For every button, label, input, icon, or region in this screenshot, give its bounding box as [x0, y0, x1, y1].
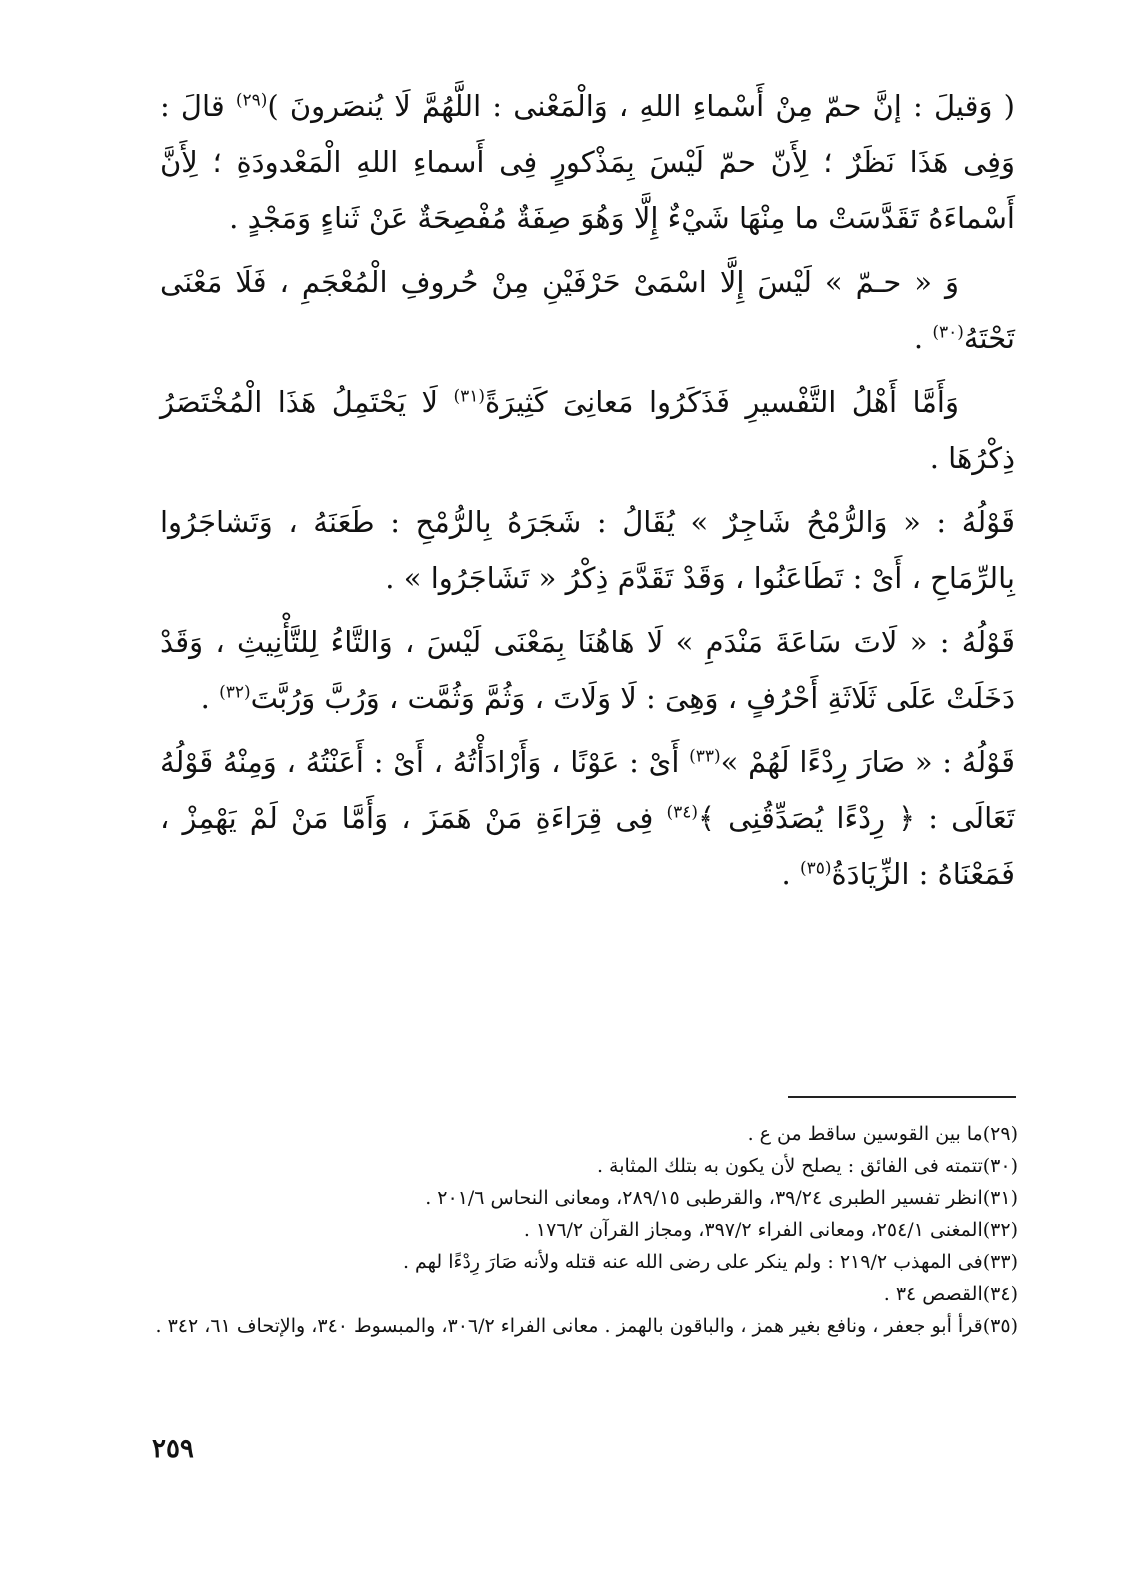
footnote-reference: (٣١) [453, 386, 485, 407]
paragraph-6 [160, 734, 1015, 902]
paragraph-text: قَوْلُهُ : « وَالرُّمْحُ شَاجِرٌ » يُقَالُ : شَجَرَهُ بِالرُّمْحِ : طَعَنَهُ ، وَتَشاجَرُوا بِالرِّمَاحِ ، أَىْ : تَطَاعَنُوا ، وَقَدْ تَقَدَّمَ ذِكْرُ « تَشَاجَرُوا » . [160, 505, 1015, 595]
paragraph-text: وَ « حـمّ » لَيْسَ إِلَّا اسْمَىْ حَرْفَيْنِ مِنْ حُروفِ الْمُعْجَمِ ، فَلَا مَعْنَى تَحْتَهُ [160, 265, 1015, 355]
paragraph-text: قَوْلُهُ : « لَاتَ سَاعَةَ مَنْدَمِ » لَا هَاهُنَا بِمَعْنَى لَيْسَ ، وَالتَّاءُ لِلتَّأْنِيثِ ، وَقَدْ دَخَلَتْ عَلَى ثَلَاثَةِ أَحْرُفٍ ، وَهِىَ : لَا وَلَاتَ ، وَثُمَّ وَثُمَّت ، وَرُبَّ وَرُبَّتَ [160, 625, 1015, 715]
paragraph-text: . [781, 857, 800, 891]
footnote-reference: (٣٢) [219, 682, 251, 703]
paragraph-text: . [913, 321, 933, 355]
footnote-32: (٣٢)المغنى ٢٥٤/١، ومعانى الفراء ٣٩٧/٢، ومجاز القرآن ١٧٦/٢ . [523, 1219, 1018, 1241]
page-number: ٢٥٩ [152, 1434, 194, 1464]
footnote-35: (٣٥)قرأ أبو جعفر ، ونافع بغير همز ، والباقون بالهمز . معانى الفراء ٣٠٦/٢، والمبسوط ٣٤٠، والإتحاف ٦١، ٣٤٢ . [155, 1315, 1018, 1337]
footnotes-section [150, 1118, 1018, 1342]
paragraph-4 [160, 494, 1015, 606]
paragraph-text: قالَ : وَفِى هَذَا نَظَرٌ ؛ لِأَنّ حمّ لَيْسَ بِمَذْكورٍ فِى أَسماءِ اللهِ الْمَعْدودَةِ ؛ لِأَنَّ أَسْماءَهُ تَقَدَّسَتْ ما مِنْهَا شَيْءٌ إِلَّا وَهُوَ صِفَةٌ مُفْصِحَةٌ عَنْ ثَناءٍ وَمَجْدٍ . [160, 89, 1015, 235]
footnote-34: (٣٤)القصص ٣٤ . [883, 1283, 1018, 1305]
paragraph-text: فِى قِرَاءَةِ مَنْ هَمَزَ ، وَأَمَّا مَنْ لَمْ يَهْمِزْ ، فَمَعْنَاهُ : الزِّيَادَةُ [160, 801, 1015, 891]
paragraph-text: لَا يَحْتَمِلُ هَذَا الْمُخْتَصَرُ ذِكْرُهَا . [160, 385, 1015, 475]
paragraph-5 [160, 614, 1015, 726]
footnote-divider [788, 1096, 1016, 1098]
paragraph-text: أَىْ : عَوْنًا ، وَأَرْادَأْتُهُ ، أَىْ : أَعَنْتُهُ ، وَمِنْهُ قَوْلُهُ تَعَالَى : ﴿ رِدْءًا يُصَدِّقُنِى ﴾ [160, 745, 1015, 835]
main-text-body [160, 78, 1015, 910]
paragraph-1 [160, 78, 1015, 246]
footnote-reference: (٢٩) [235, 90, 268, 111]
footnote-33: (٣٣)فى المهذب ٢١٩/٢ : ولم ينكر على رضى الله عنه قتله ولأنه صَارَ رِدْءًا لهم . [402, 1251, 1018, 1273]
footnote-reference: (٣٤) [666, 802, 699, 823]
paragraph-text: وَأَمَّا أَهْلُ التَّفْسيرِ فَذَكَرُوا مَعانِىَ كَثِيرَةً [485, 385, 959, 419]
footnote-31: (٣١)انظر تفسير الطبرى ٣٩/٢٤، والقرطبى ٢٨٩/١٥، ومعانى النحاس ٢٠١/٦ . [425, 1187, 1018, 1209]
footnote-30: (٣٠)تتمته فى الفائق : يصلح لأن يكون به بتلك المثابة . [596, 1155, 1018, 1177]
paragraph-text: قَوْلُهُ : « صَارَ رِدْءًا لَهُمْ » [720, 745, 1015, 779]
paragraph-text: ( وَقيلَ : إنَّ حمّ مِنْ أَسْماءِ اللهِ ، وَالْمَعْنى : اللَّهُمَّ لَا يُنصَرونَ ) [267, 89, 1015, 123]
paragraph-text: . [200, 681, 220, 715]
footnote-reference: (٣٠) [932, 322, 964, 343]
footnote-reference: (٣٣) [689, 746, 721, 767]
paragraph-3 [160, 374, 1015, 486]
footnote-reference: (٣٥) [799, 858, 832, 879]
footnote-29: (٢٩)ما بين القوسين ساقط من ع . [747, 1123, 1018, 1145]
paragraph-2 [160, 254, 1015, 366]
